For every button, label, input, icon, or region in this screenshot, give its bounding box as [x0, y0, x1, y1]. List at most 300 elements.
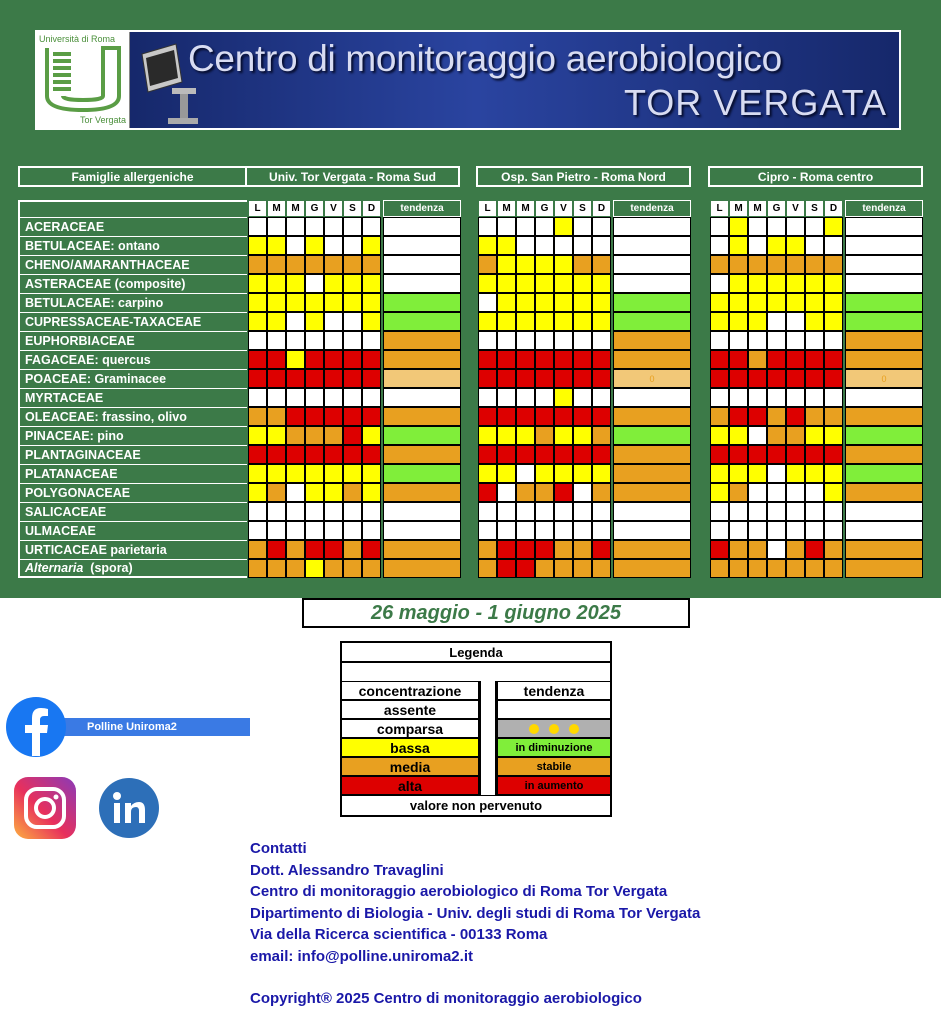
day-label: G — [535, 200, 554, 217]
concentration-cell — [573, 274, 592, 293]
data-row — [248, 445, 461, 464]
concentration-cell — [748, 483, 767, 502]
concentration-cell — [267, 445, 286, 464]
data-row — [478, 388, 691, 407]
concentration-cell — [748, 312, 767, 331]
concentration-cell — [554, 407, 573, 426]
concentration-cell — [267, 312, 286, 331]
concentration-cell — [362, 464, 381, 483]
concentration-cell — [286, 217, 305, 236]
trend-cell — [845, 464, 923, 483]
concentration-cell — [305, 559, 324, 578]
concentration-cell — [324, 445, 343, 464]
concentration-cell — [767, 388, 786, 407]
alternaria-rest: (spora) — [83, 561, 133, 575]
concentration-cell — [554, 559, 573, 578]
concentration-cell — [554, 350, 573, 369]
concentration-cell — [592, 293, 611, 312]
concentration-cell — [343, 521, 362, 540]
data-row — [248, 559, 461, 578]
family-name: POACEAE: Graminacee — [18, 369, 247, 388]
trend-cell — [383, 255, 461, 274]
concentration-cell — [535, 445, 554, 464]
contacts-copyright: Copyright® 2025 Centro di monitoraggio aerobiologico — [250, 990, 642, 1007]
trend-cell — [613, 274, 691, 293]
concentration-cell — [729, 483, 748, 502]
family-name: FAGACEAE: quercus — [18, 350, 247, 369]
concentration-cell — [286, 540, 305, 559]
concentration-cell — [324, 274, 343, 293]
concentration-cell — [592, 312, 611, 331]
family-names-column — [18, 200, 247, 578]
family-name: ULMACEAE — [18, 521, 247, 540]
concentration-cell — [592, 217, 611, 236]
concentration-cell — [516, 464, 535, 483]
concentration-cell — [535, 502, 554, 521]
concentration-cell — [710, 483, 729, 502]
concentration-cell — [805, 236, 824, 255]
concentration-cell — [286, 312, 305, 331]
concentration-cell — [767, 407, 786, 426]
trend-cell — [845, 502, 923, 521]
concentration-cell — [805, 217, 824, 236]
concentration-cell — [710, 293, 729, 312]
concentration-cell — [267, 236, 286, 255]
trend-cell — [383, 217, 461, 236]
concentration-cell — [248, 521, 267, 540]
concentration-cell — [729, 426, 748, 445]
data-row — [248, 540, 461, 559]
concentration-cell — [267, 540, 286, 559]
legend-tendenza: tendenza — [497, 681, 610, 700]
concentration-cell — [748, 255, 767, 274]
trend-cell — [845, 483, 923, 502]
contacts-address: Via della Ricerca scientifica - 00133 Roma — [250, 926, 548, 943]
legend-trend-blank — [497, 700, 610, 719]
trend-cell — [613, 236, 691, 255]
facebook-icon[interactable] — [5, 696, 67, 758]
concentration-cell — [343, 312, 362, 331]
day-label: L — [248, 200, 267, 217]
concentration-cell — [729, 445, 748, 464]
legend-assente: assente — [342, 700, 479, 719]
concentration-cell — [786, 312, 805, 331]
concentration-cell — [535, 388, 554, 407]
concentration-cell — [748, 350, 767, 369]
concentration-cell — [592, 445, 611, 464]
concentration-cell — [286, 369, 305, 388]
concentration-cell — [286, 464, 305, 483]
concentration-cell — [786, 521, 805, 540]
data-row — [710, 483, 923, 502]
trend-cell — [383, 502, 461, 521]
data-row — [248, 274, 461, 293]
concentration-cell — [362, 502, 381, 521]
concentration-cell — [248, 445, 267, 464]
concentration-cell — [362, 559, 381, 578]
concentration-cell — [324, 483, 343, 502]
concentration-cell — [248, 255, 267, 274]
family-name: BETULACEAE: carpino — [18, 293, 247, 312]
trend-cell — [383, 350, 461, 369]
concentration-cell — [573, 388, 592, 407]
concentration-cell — [786, 331, 805, 350]
concentration-cell — [362, 426, 381, 445]
concentration-cell — [805, 369, 824, 388]
concentration-cell — [573, 217, 592, 236]
data-row — [478, 312, 691, 331]
concentration-cell — [805, 521, 824, 540]
data-row — [248, 502, 461, 521]
concentration-cell — [824, 521, 843, 540]
trend-cell: 0 — [613, 369, 691, 388]
concentration-cell — [324, 426, 343, 445]
concentration-cell — [592, 331, 611, 350]
concentration-cell — [497, 445, 516, 464]
concentration-cell — [343, 464, 362, 483]
trend-label: tendenza — [845, 200, 923, 217]
trend-cell — [845, 236, 923, 255]
concentration-cell — [535, 521, 554, 540]
concentration-cell — [305, 312, 324, 331]
concentration-cell — [729, 217, 748, 236]
data-row — [248, 217, 461, 236]
concentration-cell — [748, 236, 767, 255]
station-header-2: Cipro - Roma centro — [708, 166, 923, 187]
concentration-cell — [824, 540, 843, 559]
trend-cell — [613, 483, 691, 502]
family-name: EUPHORBIACEAE — [18, 331, 247, 350]
family-name: CHENO/AMARANTHACEAE — [18, 255, 247, 274]
concentration-cell — [786, 407, 805, 426]
concentration-cell — [286, 293, 305, 312]
concentration-cell — [343, 445, 362, 464]
concentration-cell — [592, 350, 611, 369]
concentration-cell — [497, 464, 516, 483]
concentration-cell — [305, 293, 324, 312]
data-row — [478, 559, 691, 578]
concentration-cell — [305, 331, 324, 350]
data-row — [710, 540, 923, 559]
data-row — [710, 255, 923, 274]
concentration-cell — [478, 236, 497, 255]
concentration-cell — [362, 293, 381, 312]
concentration-cell — [305, 540, 324, 559]
trend-cell — [613, 426, 691, 445]
concentration-cell — [535, 312, 554, 331]
contacts-person: Dott. Alessandro Travaglini — [250, 861, 444, 879]
concentration-cell — [343, 350, 362, 369]
concentration-cell — [286, 559, 305, 578]
concentration-cell — [710, 369, 729, 388]
data-row — [710, 331, 923, 350]
concentration-cell — [516, 445, 535, 464]
concentration-cell — [497, 312, 516, 331]
concentration-cell — [248, 369, 267, 388]
data-row — [710, 521, 923, 540]
trend-cell — [613, 217, 691, 236]
family-name: CUPRESSACEAE-TAXACEAE — [18, 312, 247, 331]
legend-divider — [479, 681, 497, 795]
concentration-cell — [305, 236, 324, 255]
concentration-cell — [286, 407, 305, 426]
concentration-cell — [710, 236, 729, 255]
data-row — [710, 274, 923, 293]
family-name: ASTERACEAE (composite) — [18, 274, 247, 293]
concentration-cell — [729, 293, 748, 312]
data-row — [710, 464, 923, 483]
concentration-cell — [478, 559, 497, 578]
concentration-cell — [710, 521, 729, 540]
concentration-cell — [362, 236, 381, 255]
alternaria-italic: Alternaria — [25, 561, 84, 575]
trend-cell — [613, 445, 691, 464]
concentration-cell — [710, 331, 729, 350]
trend-cell — [845, 388, 923, 407]
concentration-cell — [497, 483, 516, 502]
concentration-cell — [478, 483, 497, 502]
trend-cell — [383, 388, 461, 407]
legend-media: media — [342, 757, 479, 776]
concentration-cell — [324, 312, 343, 331]
data-row — [478, 445, 691, 464]
concentration-cell — [592, 369, 611, 388]
concentration-cell — [824, 559, 843, 578]
concentration-cell — [786, 426, 805, 445]
data-row — [710, 426, 923, 445]
concentration-cell — [343, 236, 362, 255]
concentration-cell — [710, 464, 729, 483]
concentration-cell — [573, 559, 592, 578]
trend-cell — [845, 293, 923, 312]
concentration-cell — [805, 483, 824, 502]
concentration-cell — [573, 464, 592, 483]
data-row — [248, 331, 461, 350]
trend-cell — [613, 464, 691, 483]
concentration-cell — [362, 369, 381, 388]
concentration-cell — [748, 217, 767, 236]
day-label: L — [710, 200, 729, 217]
family-name: PINACEAE: pino — [18, 426, 247, 445]
concentration-cell — [710, 407, 729, 426]
concentration-cell — [710, 445, 729, 464]
concentration-cell — [324, 502, 343, 521]
concentration-cell — [516, 407, 535, 426]
concentration-cell — [324, 521, 343, 540]
concentration-cell — [362, 388, 381, 407]
data-row — [478, 407, 691, 426]
concentration-cell — [824, 236, 843, 255]
concentration-cell — [516, 293, 535, 312]
facebook-page-label[interactable]: Polline Uniroma2 — [63, 718, 250, 736]
concentration-cell — [478, 369, 497, 388]
concentration-cell — [573, 502, 592, 521]
concentration-cell — [805, 312, 824, 331]
concentration-cell — [748, 369, 767, 388]
concentration-cell — [343, 388, 362, 407]
trend-cell — [383, 540, 461, 559]
trend-cell — [383, 293, 461, 312]
day-label: M — [267, 200, 286, 217]
contacts-block — [250, 838, 700, 1010]
concentration-cell — [248, 236, 267, 255]
legend-in-diminuzione: in diminuzione — [497, 738, 610, 757]
trend-cell — [845, 274, 923, 293]
concentration-cell — [324, 559, 343, 578]
concentration-cell — [286, 331, 305, 350]
trend-cell — [845, 521, 923, 540]
day-label: G — [767, 200, 786, 217]
concentration-cell — [824, 274, 843, 293]
family-name: OLEACEAE: frassino, olivo — [18, 407, 247, 426]
concentration-cell — [554, 445, 573, 464]
concentration-cell — [729, 331, 748, 350]
concentration-cell — [248, 464, 267, 483]
concentration-cell — [748, 426, 767, 445]
data-row — [248, 426, 461, 445]
concentration-cell — [748, 274, 767, 293]
concentration-cell — [267, 388, 286, 407]
concentration-cell — [786, 236, 805, 255]
concentration-cell — [324, 217, 343, 236]
concentration-cell — [535, 407, 554, 426]
concentration-cell — [786, 255, 805, 274]
concentration-cell — [516, 502, 535, 521]
concentration-cell — [767, 236, 786, 255]
day-label: V — [786, 200, 805, 217]
concentration-cell — [267, 464, 286, 483]
concentration-cell — [573, 331, 592, 350]
contacts-email[interactable]: email: info@polline.uniroma2.it — [250, 947, 473, 965]
concentration-cell — [286, 274, 305, 293]
concentration-cell — [786, 445, 805, 464]
header-banner — [35, 30, 901, 130]
concentration-cell — [554, 236, 573, 255]
concentration-cell — [824, 312, 843, 331]
contacts-center: Centro di monitoraggio aerobiologico di Roma Tor Vergata — [250, 883, 668, 900]
concentration-cell — [710, 540, 729, 559]
legend-in-aumento: in aumento — [497, 776, 610, 795]
concentration-cell — [535, 255, 554, 274]
data-row — [248, 350, 461, 369]
concentration-cell — [305, 217, 324, 236]
concentration-cell — [554, 217, 573, 236]
concentration-cell — [554, 274, 573, 293]
concentration-cell — [535, 483, 554, 502]
family-name: PLANTAGINACEAE — [18, 445, 247, 464]
station-header-0: Univ. Tor Vergata - Roma Sud — [245, 166, 460, 187]
day-label: V — [324, 200, 343, 217]
concentration-cell — [497, 540, 516, 559]
concentration-cell — [592, 483, 611, 502]
concentration-cell — [554, 521, 573, 540]
concentration-cell — [824, 407, 843, 426]
concentration-cell — [267, 293, 286, 312]
day-label: V — [554, 200, 573, 217]
concentration-cell — [729, 540, 748, 559]
concentration-cell — [592, 502, 611, 521]
concentration-cell — [497, 369, 516, 388]
concentration-cell — [248, 483, 267, 502]
concentration-cell — [767, 217, 786, 236]
concentration-cell — [805, 293, 824, 312]
logo-mark-icon — [43, 46, 123, 112]
family-name-alternaria — [18, 559, 247, 578]
concentration-cell — [497, 559, 516, 578]
concentration-cell — [516, 559, 535, 578]
concentration-cell — [343, 369, 362, 388]
concentration-cell — [710, 255, 729, 274]
station-grid-2 — [710, 200, 923, 578]
concentration-cell — [343, 217, 362, 236]
trend-cell — [613, 502, 691, 521]
concentration-cell — [324, 293, 343, 312]
day-label: D — [824, 200, 843, 217]
concentration-cell — [305, 274, 324, 293]
trend-cell — [845, 426, 923, 445]
concentration-cell — [343, 331, 362, 350]
data-row — [248, 483, 461, 502]
concentration-cell — [305, 350, 324, 369]
instagram-icon[interactable] — [14, 777, 76, 839]
concentration-cell — [748, 407, 767, 426]
trend-cell — [845, 217, 923, 236]
concentration-cell — [305, 464, 324, 483]
concentration-cell — [516, 274, 535, 293]
concentration-cell — [478, 217, 497, 236]
data-row — [248, 236, 461, 255]
week-date: 26 maggio - 1 giugno 2025 — [302, 598, 690, 628]
concentration-cell — [554, 312, 573, 331]
concentration-cell — [516, 350, 535, 369]
day-label: M — [286, 200, 305, 217]
concentration-cell — [362, 312, 381, 331]
concentration-cell — [554, 255, 573, 274]
concentration-cell — [248, 388, 267, 407]
trend-cell — [613, 388, 691, 407]
concentration-cell — [535, 540, 554, 559]
concentration-cell — [267, 255, 286, 274]
concentration-cell — [767, 293, 786, 312]
concentration-cell — [729, 559, 748, 578]
station-grid-0 — [248, 200, 461, 578]
concentration-cell — [248, 293, 267, 312]
trend-cell — [383, 369, 461, 388]
university-logo[interactable] — [37, 32, 130, 128]
concentration-cell — [554, 331, 573, 350]
linkedin-icon[interactable] — [98, 777, 160, 839]
concentration-cell — [478, 464, 497, 483]
concentration-cell — [748, 559, 767, 578]
concentration-cell — [767, 502, 786, 521]
title-line-2: TOR VERGATA — [623, 82, 887, 123]
station-header-1: Osp. San Pietro - Roma Nord — [476, 166, 691, 187]
data-row — [478, 255, 691, 274]
concentration-cell — [248, 312, 267, 331]
concentration-cell — [535, 426, 554, 445]
day-label: D — [592, 200, 611, 217]
concentration-cell — [497, 255, 516, 274]
concentration-cell — [497, 236, 516, 255]
data-row — [248, 312, 461, 331]
concentration-cell — [786, 293, 805, 312]
concentration-cell — [824, 255, 843, 274]
concentration-cell — [786, 464, 805, 483]
concentration-cell — [767, 445, 786, 464]
concentration-cell — [478, 388, 497, 407]
contacts-heading: Contatti — [250, 840, 307, 857]
concentration-cell — [729, 274, 748, 293]
